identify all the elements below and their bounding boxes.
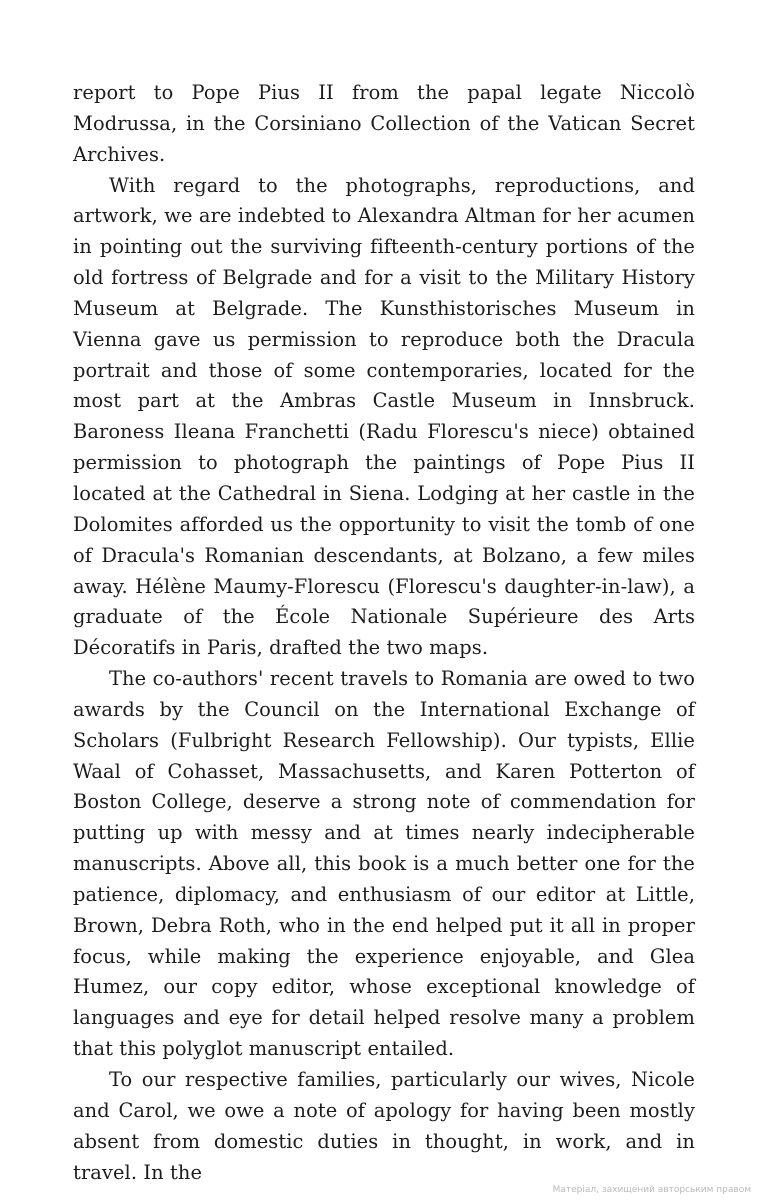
copyright-watermark: Матеріал, захищений авторським правом xyxy=(552,1185,751,1195)
paragraph-continuation: report to Pope Pius II from the papal legate Niccolò Modrussa, in the Corsiniano Collection of the Vatican Secret Archives. xyxy=(73,81,695,166)
paragraph-travels: The co-authors' recent travels to Romania are owed to two awards by the Council on the International Exchange of Scholars (Fulbright Research Fellowship). Our typists, Ellie Waal of Cohasset, Massachusetts, and Karen Potterton of Boston College, deserve a strong note of commendation for putting up with messy and at times nearly indecipherable manuscripts. Above all, this book is a much better one for the patience, diplomacy, and enthusiasm of our editor at Little, Brown, Debra Roth, who in the end helped put it all in proper focus, while making the experience enjoyable, and Glea Humez, our copy editor, whose exceptional knowledge of languages and eye for detail helped resolve many a problem that this polyglot manuscript entailed. xyxy=(73,667,695,1061)
paragraph-families: To our respective families, particularly our wives, Nicole and Carol, we owe a note of apology for having been mostly absent from domestic duties in thought, in work, and in travel. In the xyxy=(73,1068,695,1184)
paragraph-photographs: With regard to the photographs, reproductions, and artwork, we are indebted to Alexandra Altman for her acumen in pointing out the surviving fifteenth-century portions of the old fortress of Belgrade and for a visit to the Military History Museum at Belgrade. The Kunsthistorisches Museum in Vienna gave us permission to reproduce both the Dracula portrait and those of some contemporaries, located for the most part at the Ambras Castle Museum in Innsbruck. Baroness Ileana Franchetti (Radu Florescu's niece) obtained permission to photograph the paintings of Pope Pius II located at the Cathedral in Siena. Lodging at her castle in the Dolomites afforded us the opportunity to visit the tomb of one of Dracula's Romanian descendants, at Bolzano, a few miles away. Hélène Maumy-Florescu (Florescu's daughter-in-law), a graduate of the École Nationale Supérieure des Arts Décoratifs in Paris, drafted the two maps. xyxy=(73,173,695,660)
page-body xyxy=(73,78,695,1188)
